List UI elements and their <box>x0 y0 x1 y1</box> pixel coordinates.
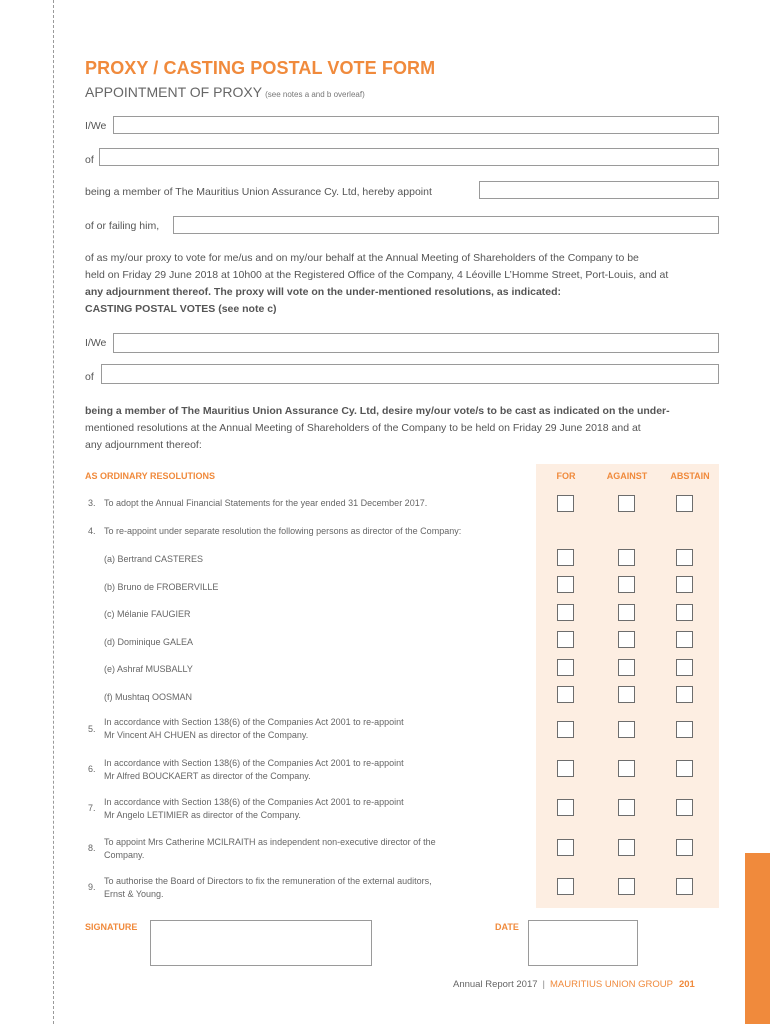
iwe-label: I/We <box>85 120 107 132</box>
resolution-4a-text: (a) Bertrand CASTERES <box>104 554 204 564</box>
date-box[interactable] <box>528 920 638 966</box>
resolution-4b-text: (b) Bruno de FROBERVILLE <box>104 582 219 592</box>
resolution-8-for-checkbox[interactable] <box>557 839 574 856</box>
resolution-4b-against-checkbox[interactable] <box>618 576 635 593</box>
resolution-7-abstain-checkbox[interactable] <box>676 799 693 816</box>
resolution-4d-for-checkbox[interactable] <box>557 631 574 648</box>
casting-of-label: of <box>85 371 94 383</box>
resolution-7-line-2: Mr Angelo LETIMIER as director of the Company. <box>104 810 301 820</box>
resolution-4b-abstain-checkbox[interactable] <box>676 576 693 593</box>
subtitle-note: (see notes a and b overleaf) <box>265 90 365 99</box>
casting-heading: CASTING POSTAL VOTES (see note c) <box>85 303 277 315</box>
cut-line <box>53 0 54 1024</box>
resolution-9-line-2: Ernst & Young. <box>104 889 164 899</box>
resolution-4c-for-checkbox[interactable] <box>557 604 574 621</box>
proxy-para-line-3: any adjournment thereof. The proxy will vote on the under-mentioned resolutions, as indicated: <box>85 286 562 298</box>
col-against: AGAINST <box>606 471 648 481</box>
resolution-4c-abstain-checkbox[interactable] <box>676 604 693 621</box>
resolution-4d-text: (d) Dominique GALEA <box>104 637 194 647</box>
resolution-4b-for-checkbox[interactable] <box>557 576 574 593</box>
casting-para-line-1: being a member of The Mauritius Union Assurance Cy. Ltd, desire my/our vote/s to be cast as indicated on the under- <box>85 405 670 417</box>
page-number: 201 <box>678 979 695 990</box>
edge-tab <box>745 853 770 1024</box>
signature-box[interactable] <box>150 920 372 966</box>
resolution-9-line-1: To authorise the Board of Directors to fix the remuneration of the external auditors, <box>104 876 432 886</box>
casting-iwe-label: I/We <box>85 337 107 349</box>
resolution-5-line-2: Mr Vincent AH CHUEN as director of the Company. <box>104 730 309 740</box>
form-subtitle <box>85 84 365 100</box>
resolution-4e-text: (e) Ashraf MUSBALLY <box>104 664 193 674</box>
signature-label: SIGNATURE <box>85 922 138 932</box>
resolution-3-number: 3. <box>88 498 96 508</box>
resolution-4e-for-checkbox[interactable] <box>557 659 574 676</box>
resolution-8-line-1: To appoint Mrs Catherine MCILRAITH as independent non-executive director of the <box>104 837 436 847</box>
resolution-4-number: 4. <box>88 526 96 536</box>
resolution-4a-for-checkbox[interactable] <box>557 549 574 566</box>
col-abstain: ABSTAIN <box>670 471 710 481</box>
casting-paragraph <box>85 403 720 454</box>
resolution-4a-against-checkbox[interactable] <box>618 549 635 566</box>
resolution-4f-for-checkbox[interactable] <box>557 686 574 703</box>
resolution-7-for-checkbox[interactable] <box>557 799 574 816</box>
proxy-paragraph <box>85 250 720 318</box>
resolution-7-against-checkbox[interactable] <box>618 799 635 816</box>
appoint-input[interactable] <box>479 181 719 199</box>
col-for: FOR <box>556 471 576 481</box>
failing-input[interactable] <box>173 216 719 234</box>
resolution-6-for-checkbox[interactable] <box>557 760 574 777</box>
proxy-para-line-2: held on Friday 29 June 2018 at 10h00 at the Registered Office of the Company, 4 Léoville L’Homme Street, Port-Louis, and at <box>85 269 669 281</box>
resolution-4f-text: (f) Mushtaq OOSMAN <box>104 692 193 702</box>
resolution-5-line-1: In accordance with Section 138(6) of the Companies Act 2001 to re-appoint <box>104 717 404 727</box>
resolution-8-abstain-checkbox[interactable] <box>676 839 693 856</box>
resolution-5-number: 5. <box>88 724 96 734</box>
resolution-3-against-checkbox[interactable] <box>618 495 635 512</box>
resolution-9-for-checkbox[interactable] <box>557 878 574 895</box>
resolution-3-text: To adopt the Annual Financial Statements for the year ended 31 December 2017. <box>104 498 428 508</box>
resolution-4-text: To re-appoint under separate resolution the following persons as director of the Company: <box>104 526 462 536</box>
resolution-4f-abstain-checkbox[interactable] <box>676 686 693 703</box>
page-footer <box>453 979 695 990</box>
resolution-6-line-1: In accordance with Section 138(6) of the Companies Act 2001 to re-appoint <box>104 758 404 768</box>
member-appoint-text: being a member of The Mauritius Union Assurance Cy. Ltd, hereby appoint <box>85 186 432 198</box>
proxy-para-line-1: of as my/our proxy to vote for me/us and on my/our behalf at the Annual Meeting of Shareholders of the Company to be <box>85 252 639 264</box>
resolution-9-abstain-checkbox[interactable] <box>676 878 693 895</box>
resolution-9-text <box>104 875 432 901</box>
date-label: DATE <box>495 922 519 932</box>
resolution-6-abstain-checkbox[interactable] <box>676 760 693 777</box>
casting-para-line-3: any adjournment thereof: <box>85 439 202 451</box>
resolution-6-text <box>104 757 404 783</box>
resolution-9-number: 9. <box>88 882 96 892</box>
resolution-7-text <box>104 796 404 822</box>
casting-para-line-2: mentioned resolutions at the Annual Meeting of Shareholders of the Company to be held on Friday 29 June 2018 and at <box>85 422 641 434</box>
resolution-4d-against-checkbox[interactable] <box>618 631 635 648</box>
resolution-8-text <box>104 836 436 862</box>
footer-report: Annual Report 2017 <box>453 979 538 990</box>
casting-iwe-input[interactable] <box>113 333 719 353</box>
resolution-4e-against-checkbox[interactable] <box>618 659 635 676</box>
of-label: of <box>85 154 94 166</box>
resolution-4c-text: (c) Mélanie FAUGIER <box>104 609 191 619</box>
casting-of-input[interactable] <box>101 364 719 384</box>
resolution-4a-abstain-checkbox[interactable] <box>676 549 693 566</box>
resolution-7-number: 7. <box>88 803 96 813</box>
resolution-4c-against-checkbox[interactable] <box>618 604 635 621</box>
iwe-input[interactable] <box>113 116 719 134</box>
resolution-8-number: 8. <box>88 843 96 853</box>
resolution-5-abstain-checkbox[interactable] <box>676 721 693 738</box>
resolution-4f-against-checkbox[interactable] <box>618 686 635 703</box>
resolution-3-for-checkbox[interactable] <box>557 495 574 512</box>
failing-label: of or failing him, <box>85 220 160 232</box>
resolution-7-line-1: In accordance with Section 138(6) of the Companies Act 2001 to re-appoint <box>104 797 404 807</box>
resolution-6-line-2: Mr Alfred BOUCKAERT as director of the Company. <box>104 771 311 781</box>
footer-group: MAURITIUS UNION GROUP <box>549 979 673 990</box>
resolution-4e-abstain-checkbox[interactable] <box>676 659 693 676</box>
resolution-8-against-checkbox[interactable] <box>618 839 635 856</box>
resolution-3-abstain-checkbox[interactable] <box>676 495 693 512</box>
resolution-9-against-checkbox[interactable] <box>618 878 635 895</box>
footer-separator: | <box>542 979 545 990</box>
resolution-8-line-2: Company. <box>104 850 145 860</box>
resolution-5-against-checkbox[interactable] <box>618 721 635 738</box>
subtitle-text: APPOINTMENT OF PROXY <box>85 84 263 100</box>
resolution-5-text <box>104 716 404 742</box>
resolution-6-against-checkbox[interactable] <box>618 760 635 777</box>
resolutions-heading: AS ORDINARY RESOLUTIONS <box>85 471 216 481</box>
form-title: PROXY / CASTING POSTAL VOTE FORM <box>85 58 436 78</box>
of-input[interactable] <box>99 148 719 166</box>
resolution-4d-abstain-checkbox[interactable] <box>676 631 693 648</box>
resolution-5-for-checkbox[interactable] <box>557 721 574 738</box>
resolution-6-number: 6. <box>88 764 96 774</box>
